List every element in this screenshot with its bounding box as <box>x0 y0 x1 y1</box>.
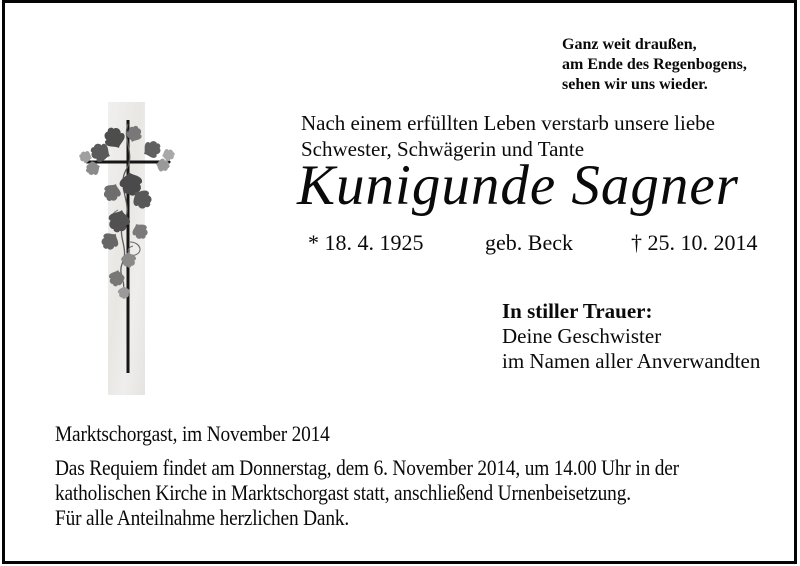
service-line: katholischen Kirche in Marktschorgast statt, anschließend Urnenbeisetzung. <box>55 480 631 505</box>
maiden-name: geb. Beck <box>485 230 573 255</box>
mourning-block <box>502 299 760 374</box>
deceased-name: Kunigunde Sagner <box>297 154 739 217</box>
intro-line: Schwester, Schwägerin und Tante <box>301 137 585 161</box>
mourning-heading: In stiller Trauer: <box>502 299 653 323</box>
memorial-verse <box>562 35 747 95</box>
service-line: Für alle Anteilnahme herzlichen Dank. <box>55 505 350 530</box>
mourner-line: Deine Geschwister <box>502 324 662 348</box>
ivy-cross-image <box>72 92 202 412</box>
mourner-line: im Namen aller Anverwandten <box>502 349 761 373</box>
death-date: † 25. 10. 2014 <box>631 230 758 255</box>
birth-date: * 18. 4. 1925 <box>308 230 424 255</box>
verse-line: am Ende des Regenbogens, <box>562 56 747 73</box>
ivy-cross-icon <box>72 92 202 412</box>
place-date-line: Marktschorgast, im November 2014 <box>55 421 330 446</box>
service-info <box>55 455 679 530</box>
intro-line: Nach einem erfüllten Leben verstarb unsere liebe <box>301 111 715 135</box>
service-line: Das Requiem findet am Donnerstag, dem 6. November 2014, um 14.00 Uhr in der <box>55 455 679 480</box>
verse-line: Ganz weit draußen, <box>562 36 697 53</box>
verse-line: sehen wir uns wieder. <box>562 76 708 93</box>
